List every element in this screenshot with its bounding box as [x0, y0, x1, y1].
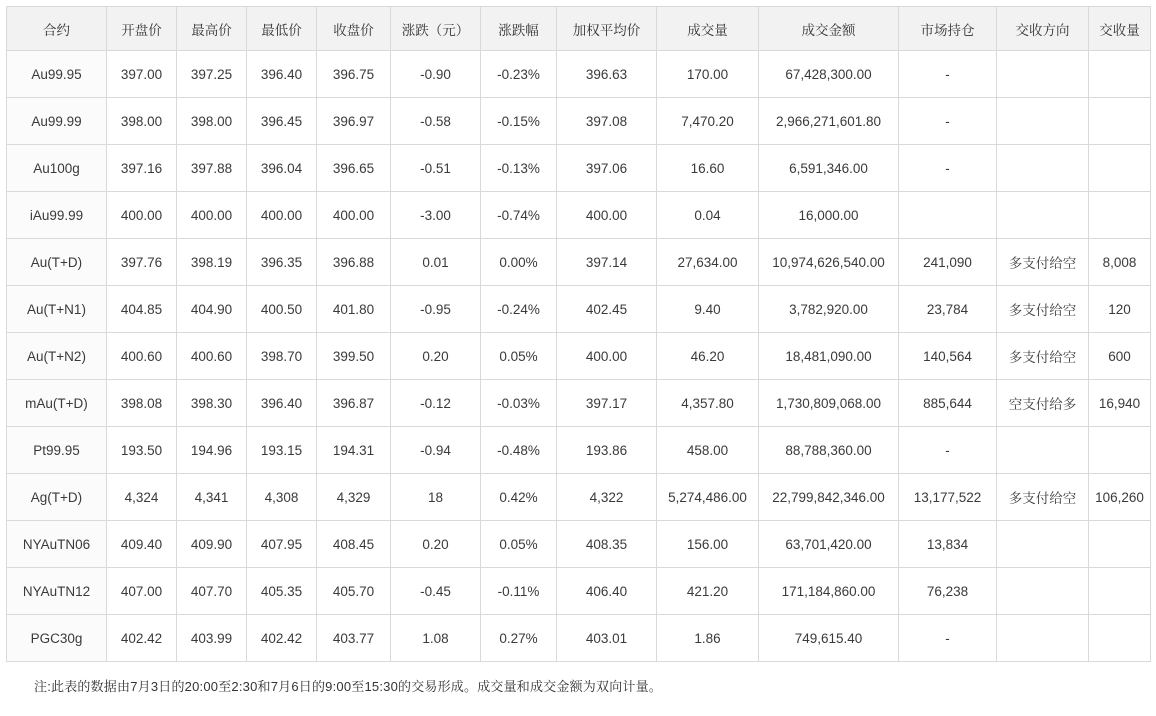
cell-change-percent: 0.42%: [481, 474, 557, 521]
cell-delivery-volume: [1089, 98, 1151, 145]
cell-open-price: 404.85: [107, 286, 177, 333]
cell-weighted-average-price: 397.08: [557, 98, 657, 145]
cell-low-price: 396.45: [247, 98, 317, 145]
cell-contract: mAu(T+D): [7, 380, 107, 427]
cell-weighted-average-price: 400.00: [557, 333, 657, 380]
column-header-contract: 合约: [7, 7, 107, 51]
cell-turnover: 22,799,842,346.00: [759, 474, 899, 521]
column-header-turnover: 成交金额: [759, 7, 899, 51]
cell-close-price: 396.87: [317, 380, 391, 427]
cell-change-percent: -0.15%: [481, 98, 557, 145]
cell-change-amount: -0.45: [391, 568, 481, 615]
cell-delivery-volume: [1089, 615, 1151, 662]
cell-delivery-volume: [1089, 521, 1151, 568]
cell-turnover: 1,730,809,068.00: [759, 380, 899, 427]
cell-turnover: 63,701,420.00: [759, 521, 899, 568]
cell-change-percent: 0.27%: [481, 615, 557, 662]
cell-delivery-volume: [1089, 568, 1151, 615]
cell-volume: 9.40: [657, 286, 759, 333]
cell-open-interest: -: [899, 145, 997, 192]
table-row: [7, 333, 1151, 380]
cell-weighted-average-price: 397.14: [557, 239, 657, 286]
cell-open-interest: -: [899, 51, 997, 98]
cell-weighted-average-price: 406.40: [557, 568, 657, 615]
cell-change-amount: 0.01: [391, 239, 481, 286]
cell-volume: 4,357.80: [657, 380, 759, 427]
table-row: [7, 380, 1151, 427]
column-header-low-price: 最低价: [247, 7, 317, 51]
column-header-change-amount: 涨跌（元）: [391, 7, 481, 51]
table-row: [7, 615, 1151, 662]
cell-delivery-direction: 多支付给空: [997, 286, 1089, 333]
cell-contract: Au(T+N1): [7, 286, 107, 333]
cell-high-price: 409.90: [177, 521, 247, 568]
table-row: [7, 51, 1151, 98]
cell-low-price: 402.42: [247, 615, 317, 662]
column-header-delivery-volume: 交收量: [1089, 7, 1151, 51]
cell-turnover: 67,428,300.00: [759, 51, 899, 98]
cell-change-percent: -0.03%: [481, 380, 557, 427]
cell-volume: 46.20: [657, 333, 759, 380]
cell-low-price: 400.50: [247, 286, 317, 333]
cell-close-price: 400.00: [317, 192, 391, 239]
table-row: [7, 521, 1151, 568]
cell-high-price: 404.90: [177, 286, 247, 333]
cell-low-price: 396.40: [247, 51, 317, 98]
cell-delivery-volume: 120: [1089, 286, 1151, 333]
cell-delivery-direction: [997, 192, 1089, 239]
cell-turnover: 18,481,090.00: [759, 333, 899, 380]
cell-change-amount: -0.51: [391, 145, 481, 192]
cell-high-price: 398.00: [177, 98, 247, 145]
cell-change-percent: -0.13%: [481, 145, 557, 192]
cell-volume: 0.04: [657, 192, 759, 239]
column-header-volume: 成交量: [657, 7, 759, 51]
cell-open-interest: 13,834: [899, 521, 997, 568]
cell-turnover: 88,788,360.00: [759, 427, 899, 474]
cell-change-percent: -0.23%: [481, 51, 557, 98]
cell-delivery-direction: [997, 145, 1089, 192]
cell-open-interest: -: [899, 615, 997, 662]
table-footnote: 注:此表的数据由7月3日的20:00至2:30和7月6日的9:00至15:30的交易形成。成交量和成交金额为双向计量。: [34, 679, 662, 694]
cell-delivery-volume: 8,008: [1089, 239, 1151, 286]
cell-contract: NYAuTN06: [7, 521, 107, 568]
cell-close-price: 4,329: [317, 474, 391, 521]
cell-low-price: 396.35: [247, 239, 317, 286]
cell-close-price: 399.50: [317, 333, 391, 380]
cell-close-price: 403.77: [317, 615, 391, 662]
cell-open-price: 400.00: [107, 192, 177, 239]
cell-volume: 170.00: [657, 51, 759, 98]
cell-open-interest: 23,784: [899, 286, 997, 333]
cell-delivery-volume: 106,260: [1089, 474, 1151, 521]
cell-delivery-direction: 多支付给空: [997, 239, 1089, 286]
cell-open-interest: 241,090: [899, 239, 997, 286]
table-row: [7, 568, 1151, 615]
cell-open-price: 398.08: [107, 380, 177, 427]
cell-open-price: 409.40: [107, 521, 177, 568]
cell-weighted-average-price: 193.86: [557, 427, 657, 474]
column-header-open-interest: 市场持仓: [899, 7, 997, 51]
cell-low-price: 398.70: [247, 333, 317, 380]
cell-contract: Au99.95: [7, 51, 107, 98]
cell-low-price: 405.35: [247, 568, 317, 615]
cell-change-amount: -0.12: [391, 380, 481, 427]
cell-weighted-average-price: 400.00: [557, 192, 657, 239]
cell-close-price: 405.70: [317, 568, 391, 615]
cell-contract: Au(T+N2): [7, 333, 107, 380]
cell-delivery-volume: 16,940: [1089, 380, 1151, 427]
cell-close-price: 401.80: [317, 286, 391, 333]
market-data-table: [6, 6, 1151, 662]
cell-turnover: 2,966,271,601.80: [759, 98, 899, 145]
cell-delivery-direction: [997, 98, 1089, 145]
cell-contract: Au99.99: [7, 98, 107, 145]
cell-delivery-volume: [1089, 192, 1151, 239]
table-row: [7, 98, 1151, 145]
table-row: [7, 474, 1151, 521]
cell-delivery-volume: 600: [1089, 333, 1151, 380]
cell-low-price: 4,308: [247, 474, 317, 521]
cell-open-price: 397.16: [107, 145, 177, 192]
cell-weighted-average-price: 402.45: [557, 286, 657, 333]
cell-open-interest: 140,564: [899, 333, 997, 380]
cell-delivery-direction: 多支付给空: [997, 474, 1089, 521]
table-row: [7, 145, 1151, 192]
cell-volume: 421.20: [657, 568, 759, 615]
cell-change-percent: 0.05%: [481, 333, 557, 380]
cell-delivery-volume: [1089, 51, 1151, 98]
table-header-row: [7, 7, 1151, 51]
cell-turnover: 171,184,860.00: [759, 568, 899, 615]
cell-high-price: 398.30: [177, 380, 247, 427]
cell-open-price: 398.00: [107, 98, 177, 145]
cell-low-price: 407.95: [247, 521, 317, 568]
cell-contract: Ag(T+D): [7, 474, 107, 521]
cell-turnover: 16,000.00: [759, 192, 899, 239]
cell-delivery-direction: 多支付给空: [997, 333, 1089, 380]
cell-change-amount: 0.20: [391, 333, 481, 380]
cell-change-percent: -0.24%: [481, 286, 557, 333]
cell-delivery-volume: [1089, 427, 1151, 474]
cell-weighted-average-price: 396.63: [557, 51, 657, 98]
cell-low-price: 396.04: [247, 145, 317, 192]
cell-open-price: 4,324: [107, 474, 177, 521]
cell-change-amount: -0.58: [391, 98, 481, 145]
cell-volume: 7,470.20: [657, 98, 759, 145]
cell-contract: Pt99.95: [7, 427, 107, 474]
cell-open-interest: -: [899, 427, 997, 474]
cell-high-price: 398.19: [177, 239, 247, 286]
cell-volume: 16.60: [657, 145, 759, 192]
cell-high-price: 194.96: [177, 427, 247, 474]
cell-open-interest: 885,644: [899, 380, 997, 427]
cell-change-percent: 0.00%: [481, 239, 557, 286]
cell-high-price: 397.25: [177, 51, 247, 98]
column-header-delivery-direction: 交收方向: [997, 7, 1089, 51]
cell-contract: NYAuTN12: [7, 568, 107, 615]
cell-high-price: 400.60: [177, 333, 247, 380]
cell-open-interest: 13,177,522: [899, 474, 997, 521]
cell-open-price: 402.42: [107, 615, 177, 662]
table-row: [7, 239, 1151, 286]
cell-close-price: 396.75: [317, 51, 391, 98]
table-row: [7, 192, 1151, 239]
column-header-change-percent: 涨跌幅: [481, 7, 557, 51]
cell-change-amount: -0.95: [391, 286, 481, 333]
cell-close-price: 396.97: [317, 98, 391, 145]
column-header-high-price: 最高价: [177, 7, 247, 51]
cell-turnover: 6,591,346.00: [759, 145, 899, 192]
cell-change-amount: -3.00: [391, 192, 481, 239]
cell-delivery-direction: [997, 521, 1089, 568]
cell-low-price: 400.00: [247, 192, 317, 239]
table-header: [7, 7, 1151, 51]
cell-high-price: 397.88: [177, 145, 247, 192]
cell-turnover: 10,974,626,540.00: [759, 239, 899, 286]
cell-change-amount: -0.90: [391, 51, 481, 98]
cell-low-price: 193.15: [247, 427, 317, 474]
cell-delivery-direction: 空支付给多: [997, 380, 1089, 427]
cell-contract: iAu99.99: [7, 192, 107, 239]
cell-open-interest: [899, 192, 997, 239]
cell-change-percent: -0.11%: [481, 568, 557, 615]
cell-change-amount: 1.08: [391, 615, 481, 662]
cell-delivery-volume: [1089, 145, 1151, 192]
cell-weighted-average-price: 397.17: [557, 380, 657, 427]
table-row: [7, 427, 1151, 474]
cell-delivery-direction: [997, 427, 1089, 474]
cell-delivery-direction: [997, 51, 1089, 98]
cell-volume: 5,274,486.00: [657, 474, 759, 521]
cell-contract: Au(T+D): [7, 239, 107, 286]
cell-open-price: 397.76: [107, 239, 177, 286]
cell-open-interest: -: [899, 98, 997, 145]
cell-change-percent: 0.05%: [481, 521, 557, 568]
cell-open-price: 397.00: [107, 51, 177, 98]
cell-change-amount: -0.94: [391, 427, 481, 474]
cell-open-price: 400.60: [107, 333, 177, 380]
cell-change-percent: -0.48%: [481, 427, 557, 474]
cell-weighted-average-price: 408.35: [557, 521, 657, 568]
cell-change-percent: -0.74%: [481, 192, 557, 239]
cell-volume: 27,634.00: [657, 239, 759, 286]
cell-contract: Au100g: [7, 145, 107, 192]
cell-high-price: 4,341: [177, 474, 247, 521]
cell-high-price: 403.99: [177, 615, 247, 662]
cell-change-amount: 18: [391, 474, 481, 521]
cell-change-amount: 0.20: [391, 521, 481, 568]
cell-open-interest: 76,238: [899, 568, 997, 615]
cell-turnover: 749,615.40: [759, 615, 899, 662]
cell-open-price: 193.50: [107, 427, 177, 474]
column-header-weighted-average-price: 加权平均价: [557, 7, 657, 51]
cell-weighted-average-price: 403.01: [557, 615, 657, 662]
cell-close-price: 396.65: [317, 145, 391, 192]
table-body: [7, 51, 1151, 662]
table-row: [7, 286, 1151, 333]
cell-close-price: 408.45: [317, 521, 391, 568]
column-header-close-price: 收盘价: [317, 7, 391, 51]
cell-delivery-direction: [997, 568, 1089, 615]
cell-volume: 458.00: [657, 427, 759, 474]
column-header-open-price: 开盘价: [107, 7, 177, 51]
cell-close-price: 194.31: [317, 427, 391, 474]
cell-high-price: 407.70: [177, 568, 247, 615]
cell-delivery-direction: [997, 615, 1089, 662]
cell-turnover: 3,782,920.00: [759, 286, 899, 333]
cell-contract: PGC30g: [7, 615, 107, 662]
cell-low-price: 396.40: [247, 380, 317, 427]
cell-close-price: 396.88: [317, 239, 391, 286]
cell-volume: 156.00: [657, 521, 759, 568]
cell-volume: 1.86: [657, 615, 759, 662]
cell-weighted-average-price: 397.06: [557, 145, 657, 192]
cell-high-price: 400.00: [177, 192, 247, 239]
cell-open-price: 407.00: [107, 568, 177, 615]
cell-weighted-average-price: 4,322: [557, 474, 657, 521]
